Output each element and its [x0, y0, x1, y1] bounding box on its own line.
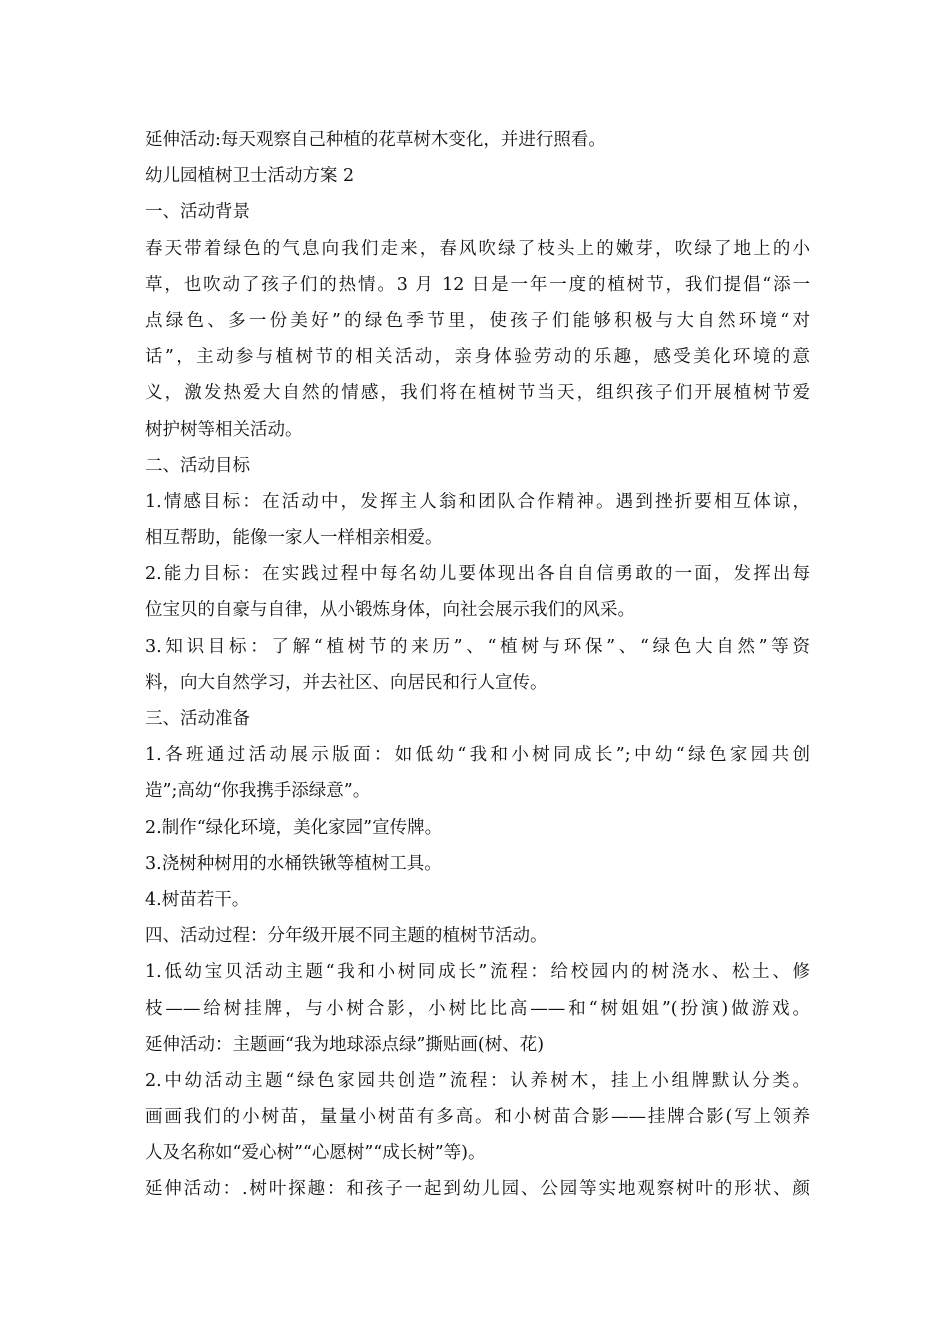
text-line: 4.树苗若干。 — [145, 889, 250, 910]
text-line: 相互帮助，能像一家人一样相亲相爱。 — [145, 528, 443, 549]
text-line: 点绿色、多一份美好”的绿色季节里，使孩子们能够积极与大自然环境“对 — [145, 310, 810, 331]
text-line: 2.中幼活动主题“绿色家园共创造”流程：认养树木，挂上小组牌默认分类。 — [145, 1070, 810, 1091]
text-line: 延伸活动：.树叶探趣：和孩子一起到幼儿园、公园等实地观察树叶的形状、颜 — [145, 1179, 810, 1200]
text-line: 二、活动目标 — [145, 455, 250, 476]
text-line: 话”，主动参与植树节的相关活动，亲身体验劳动的乐趣，感受美化环境的意 — [145, 347, 810, 368]
text-line: 造”;高幼“你我携手添绿意”。 — [145, 781, 371, 802]
text-line: 1.情感目标：在活动中，发挥主人翁和团队合作精神。遇到挫折要相互体谅， — [145, 491, 810, 512]
text-line: 3.知识目标：了解“植树节的来历”、“植树与环保”、“绿色大自然”等资 — [145, 636, 810, 657]
text-line: 延伸活动：主题画“我为地球添点绿”撕贴画(树、花) — [145, 1034, 545, 1055]
text-line: 春天带着绿色的气息向我们走来，春风吹绿了枝头上的嫩芽，吹绿了地上的小 — [145, 238, 810, 259]
text-line: 四、活动过程：分年级开展不同主题的植树节活动。 — [145, 926, 548, 947]
text-line: 画画我们的小树苗，量量小树苗有多高。和小树苗合影——挂牌合影(写上领养 — [145, 1107, 810, 1128]
text-line: 料，向大自然学习，并去社区、向居民和行人宣传。 — [145, 672, 548, 693]
text-line: 2.制作“绿化环境，美化家园”宣传牌。 — [145, 817, 443, 838]
text-line: 幼儿园植树卫士活动方案 2 — [145, 166, 355, 187]
text-line: 义，激发热爱大自然的情感，我们将在植树节当天，组织孩子们开展植树节爱 — [145, 383, 810, 404]
text-line: 人及名称如“爱心树”“心愿树”“成长树”等)。 — [145, 1143, 486, 1164]
text-line: 枝——给树挂牌，与小树合影，小树比比高——和“树姐姐”(扮演)做游戏。 — [145, 998, 810, 1019]
text-line: 1.各班通过活动展示版面：如低幼“我和小树同成长”;中幼“绿色家园共创 — [145, 745, 810, 766]
text-line: 一、活动背景 — [145, 202, 250, 223]
text-line: 草，也吹动了孩子们的热情。3 月 12 日是一年一度的植树节，我们提倡“添一 — [145, 274, 810, 295]
document-body — [145, 122, 810, 1208]
text-line: 三、活动准备 — [145, 709, 250, 729]
text-line: 延伸活动:每天观察自己种植的花草树木变化，并进行照看。 — [145, 130, 606, 150]
text-line: 2.能力目标：在实践过程中每名幼儿要体现出各自自信勇敢的一面，发挥出每 — [145, 564, 810, 585]
text-line: 3.浇树种树用的水桶铁锹等植树工具。 — [145, 853, 442, 874]
text-line: 树护树等相关活动。 — [145, 419, 303, 440]
text-line: 1.低幼宝贝活动主题“我和小树同成长”流程：给校园内的树浇水、松土、修 — [145, 962, 810, 983]
text-line: 位宝贝的自豪与自律，从小锻炼身体，向社会展示我们的风采。 — [145, 600, 635, 621]
